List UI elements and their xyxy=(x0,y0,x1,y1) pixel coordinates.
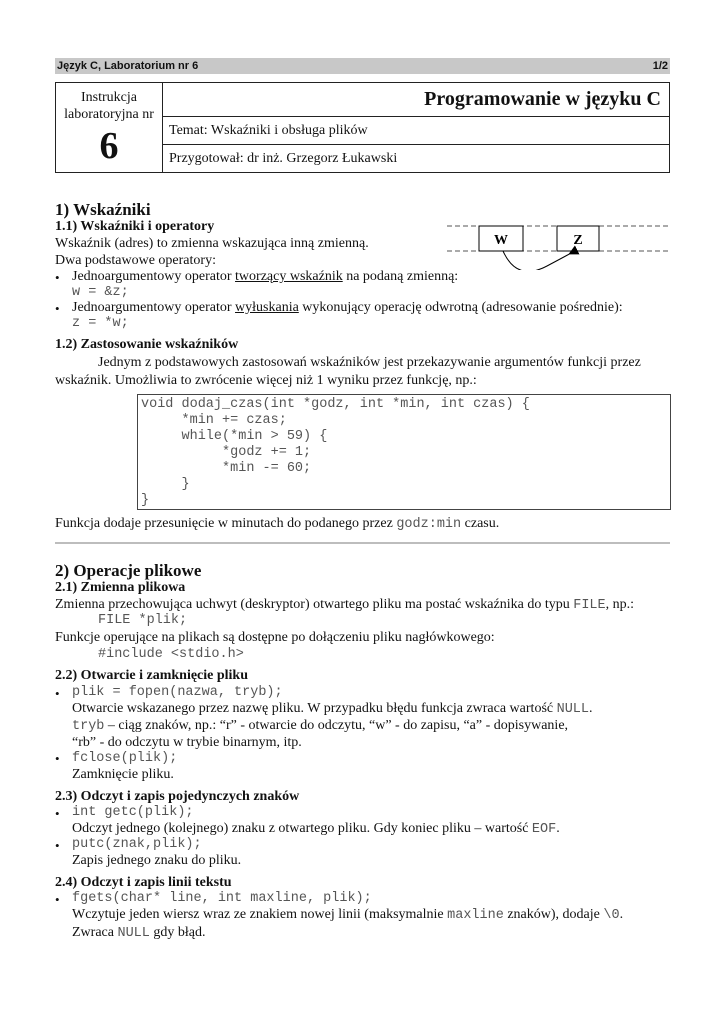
label-w: W xyxy=(494,233,508,248)
label-z: Z xyxy=(573,233,583,248)
code-line: while(*min > 59) { xyxy=(141,429,328,444)
section-1-2-heading: 1.2) Zastosowanie wskaźników xyxy=(55,337,239,352)
pointer-diagram xyxy=(447,220,670,270)
code-line: } xyxy=(141,477,190,492)
b2-code: z = *w; xyxy=(72,316,129,331)
s22-b1-l1-mono: NULL xyxy=(556,702,590,717)
s24-l2-mono: NULL xyxy=(117,926,150,941)
s22-b2-text: Zamknięcie pliku. xyxy=(72,767,174,782)
section-1-1-heading: 1.1) Wskaźniki i operatory xyxy=(55,219,215,234)
s11-bullet2 xyxy=(72,300,623,316)
s23-b1-code: int getc(plik); xyxy=(72,805,194,820)
code-line: *min -= 60; xyxy=(141,461,312,476)
s24-line1 xyxy=(72,907,623,923)
s24-l1-mid: znaków), dodaje xyxy=(503,907,604,922)
header-page-number: 1/2 xyxy=(652,60,668,72)
s23-b2-text: Zapis jednego znaku do pliku. xyxy=(72,853,242,868)
bullet-dot: • xyxy=(55,838,60,853)
b1-underlined: tworzący wskaźnik xyxy=(235,269,343,284)
section-2-1-heading: 2.1) Zmienna plikowa xyxy=(55,580,186,595)
info-box xyxy=(55,82,670,173)
bullet-dot: • xyxy=(55,751,60,766)
s24-l2-pre: Zwraca xyxy=(72,925,118,940)
s21-line1 xyxy=(55,597,634,613)
lab-label-line1: Instrukcja xyxy=(81,90,137,105)
s22-b1-l2-post: – ciąg znaków, np.: “r” - otwarcie do odczytu, “w” - do zapisu, “a” - dopisywanie, xyxy=(104,718,569,733)
course-title: Programowanie w języku C xyxy=(163,83,670,117)
s22-b1-l1-post: . xyxy=(589,701,593,716)
s21-code2: #include <stdio.h> xyxy=(98,647,244,662)
code-line: void dodaj_czas(int *godz, int *min, int czas) { xyxy=(141,397,530,412)
section-2-2-heading: 2.2) Otwarcie i zamknięcie pliku xyxy=(55,668,248,683)
s21-code1: FILE *plik; xyxy=(98,613,188,628)
section-divider xyxy=(55,542,670,544)
s22-b2-code: fclose(plik); xyxy=(72,751,178,766)
bullet-dot: • xyxy=(55,806,60,821)
code-line: } xyxy=(141,493,150,508)
bullet-dot: • xyxy=(55,892,60,907)
s23-b1-pre: Odczyt jednego (kolejnego) znaku z otwartego pliku. Gdy koniec pliku – wartość xyxy=(72,821,532,836)
bullet-dot: • xyxy=(55,686,60,701)
s21-line2: Funkcje operujące na plikach są dostępne po dołączeniu pliku nagłówkowego: xyxy=(55,630,495,645)
s22-b1-l2-mono: tryb xyxy=(72,719,105,734)
lab-label-cell xyxy=(56,83,163,173)
s11-bullet1 xyxy=(72,269,458,285)
topic-line: Temat: Wskaźniki i obsługa plików xyxy=(163,117,670,145)
s22-b1-l1-pre: Otwarcie wskazanego przez nazwę pliku. W przypadku błędu funkcja zwraca wartość xyxy=(72,701,557,716)
page-header-bar xyxy=(55,58,670,74)
s21-line1-mono: FILE xyxy=(573,598,606,613)
after-code-post: czasu. xyxy=(461,516,500,531)
b2-post: wykonujący operację odwrotną (adresowanie pośrednie): xyxy=(298,300,623,315)
s22-b1-line1 xyxy=(72,701,593,717)
s24-l1-pre: Wczytuje jeden wiersz wraz ze znakiem nowej linii (maksymalnie xyxy=(72,907,448,922)
s12-line1: Jednym z podstawowych zastosowań wskaźników jest przekazywanie argumentów funkcji przez xyxy=(98,355,641,370)
s23-b1-mono: EOF xyxy=(531,822,557,837)
b1-pre: Jednoargumentowy operator xyxy=(72,269,236,284)
code-line: *godz += 1; xyxy=(141,445,312,460)
after-code-line xyxy=(55,516,499,532)
arrow-w-to-z xyxy=(503,251,572,270)
s23-b1-post: . xyxy=(556,821,560,836)
code-line: *min += czas; xyxy=(141,413,287,428)
s24-line2 xyxy=(72,925,205,941)
b2-underlined: wyłuskania xyxy=(235,300,299,315)
s23-b1-text xyxy=(72,821,560,837)
bullet-dot: • xyxy=(55,270,60,285)
s24-l1-mono1: maxline xyxy=(447,908,504,923)
b2-pre: Jednoargumentowy operator xyxy=(72,300,236,315)
after-code-pre: Funkcja dodaje przesunięcie w minutach do podanego przez xyxy=(55,516,397,531)
s21-line1-post: , np.: xyxy=(605,597,635,612)
lab-number: 6 xyxy=(99,125,119,167)
s24-l1-post: . xyxy=(619,907,624,922)
s11-line1: Wskaźnik (adres) to zmienna wskazująca inną zmienną. xyxy=(55,236,369,251)
s11-line2: Dwa podstawowe operatory: xyxy=(55,253,216,268)
s22-b1-code: plik = fopen(nazwa, tryb); xyxy=(72,685,283,700)
after-code-mono: godz:min xyxy=(396,517,462,532)
code-block xyxy=(137,394,671,510)
header-title: Język C, Laboratorium nr 6 xyxy=(57,60,199,72)
s22-b1-line3: “rb” - do odczytu w trybie binarnym, itp. xyxy=(72,735,302,750)
section-2-3-heading: 2.3) Odczyt i zapis pojedynczych znaków xyxy=(55,789,300,804)
s24-l2-post: gdy błąd. xyxy=(149,925,206,940)
s21-line1-pre: Zmienna przechowująca uchwyt (deskryptor) otwartego pliku ma postać wskaźnika do typu xyxy=(55,597,574,612)
s23-b2-code: putc(znak,plik); xyxy=(72,837,202,852)
section-2-4-heading: 2.4) Odczyt i zapis linii tekstu xyxy=(55,875,232,890)
b1-code: w = &z; xyxy=(72,285,129,300)
bullet-dot: • xyxy=(55,301,60,316)
b1-post: na podaną zmienną: xyxy=(342,269,459,284)
section-2-heading: 2) Operacje plikowe xyxy=(55,561,202,580)
s24-b1-code: fgets(char* line, int maxline, plik); xyxy=(72,891,372,906)
s12-line2: wskaźnik. Umożliwia to zwrócenie więcej niż 1 wyniku przez funkcję, np.: xyxy=(55,373,477,388)
section-1-heading: 1) Wskaźniki xyxy=(55,200,151,219)
s22-b1-line2 xyxy=(72,718,568,734)
author-line: Przygotował: dr inż. Grzegorz Łukawski xyxy=(163,145,670,173)
lab-label-line2: laboratoryjna nr xyxy=(64,107,154,122)
s24-l1-mono2: \0 xyxy=(603,908,620,923)
